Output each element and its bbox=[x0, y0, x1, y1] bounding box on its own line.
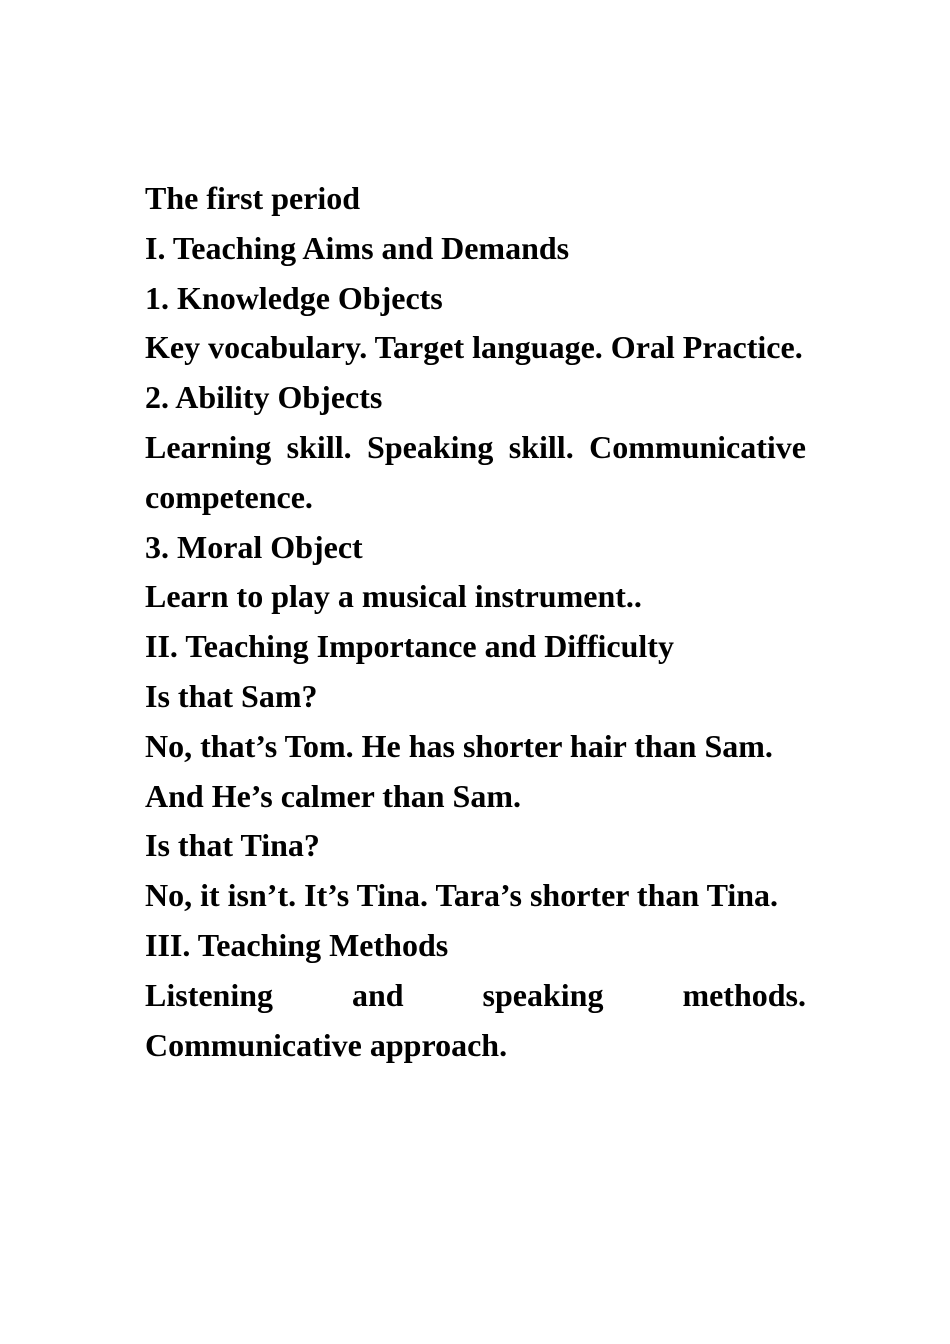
section-heading-importance: II. Teaching Importance and Difficulty bbox=[145, 628, 674, 665]
paragraph-methods: Listening and speaking methods. Communicative approach. bbox=[145, 976, 806, 1063]
page-title: The first period bbox=[145, 180, 361, 216]
paragraph-moral-object: Learn to play a musical instrument.. bbox=[145, 578, 642, 615]
subheading-ability-objects: 2. Ability Objects bbox=[145, 379, 383, 416]
paragraph-knowledge-objects: Key vocabulary. Target language. Oral Practice. bbox=[145, 329, 803, 366]
dialogue-line: Is that Sam? bbox=[145, 677, 318, 714]
dialogue-line: No, it isn’t. It’s Tina. Tara’s shorter than Tina. bbox=[145, 877, 779, 914]
subheading-moral-object: 3. Moral Object bbox=[145, 528, 363, 565]
dialogue-line: Is that Tina? bbox=[145, 827, 320, 864]
dialogue-line: And He’s calmer than Sam. bbox=[145, 777, 521, 814]
section-heading-methods: III. Teaching Methods bbox=[145, 926, 449, 963]
dialogue-line: No, that’s Tom. He has shorter hair than Sam. bbox=[145, 727, 773, 764]
document-body bbox=[145, 174, 806, 1070]
subheading-knowledge-objects: 1. Knowledge Objects bbox=[145, 279, 443, 316]
section-heading-aims: I. Teaching Aims and Demands bbox=[145, 229, 570, 266]
paragraph-ability-objects: Learning skill. Speaking skill. Communicative competence. bbox=[145, 428, 806, 515]
